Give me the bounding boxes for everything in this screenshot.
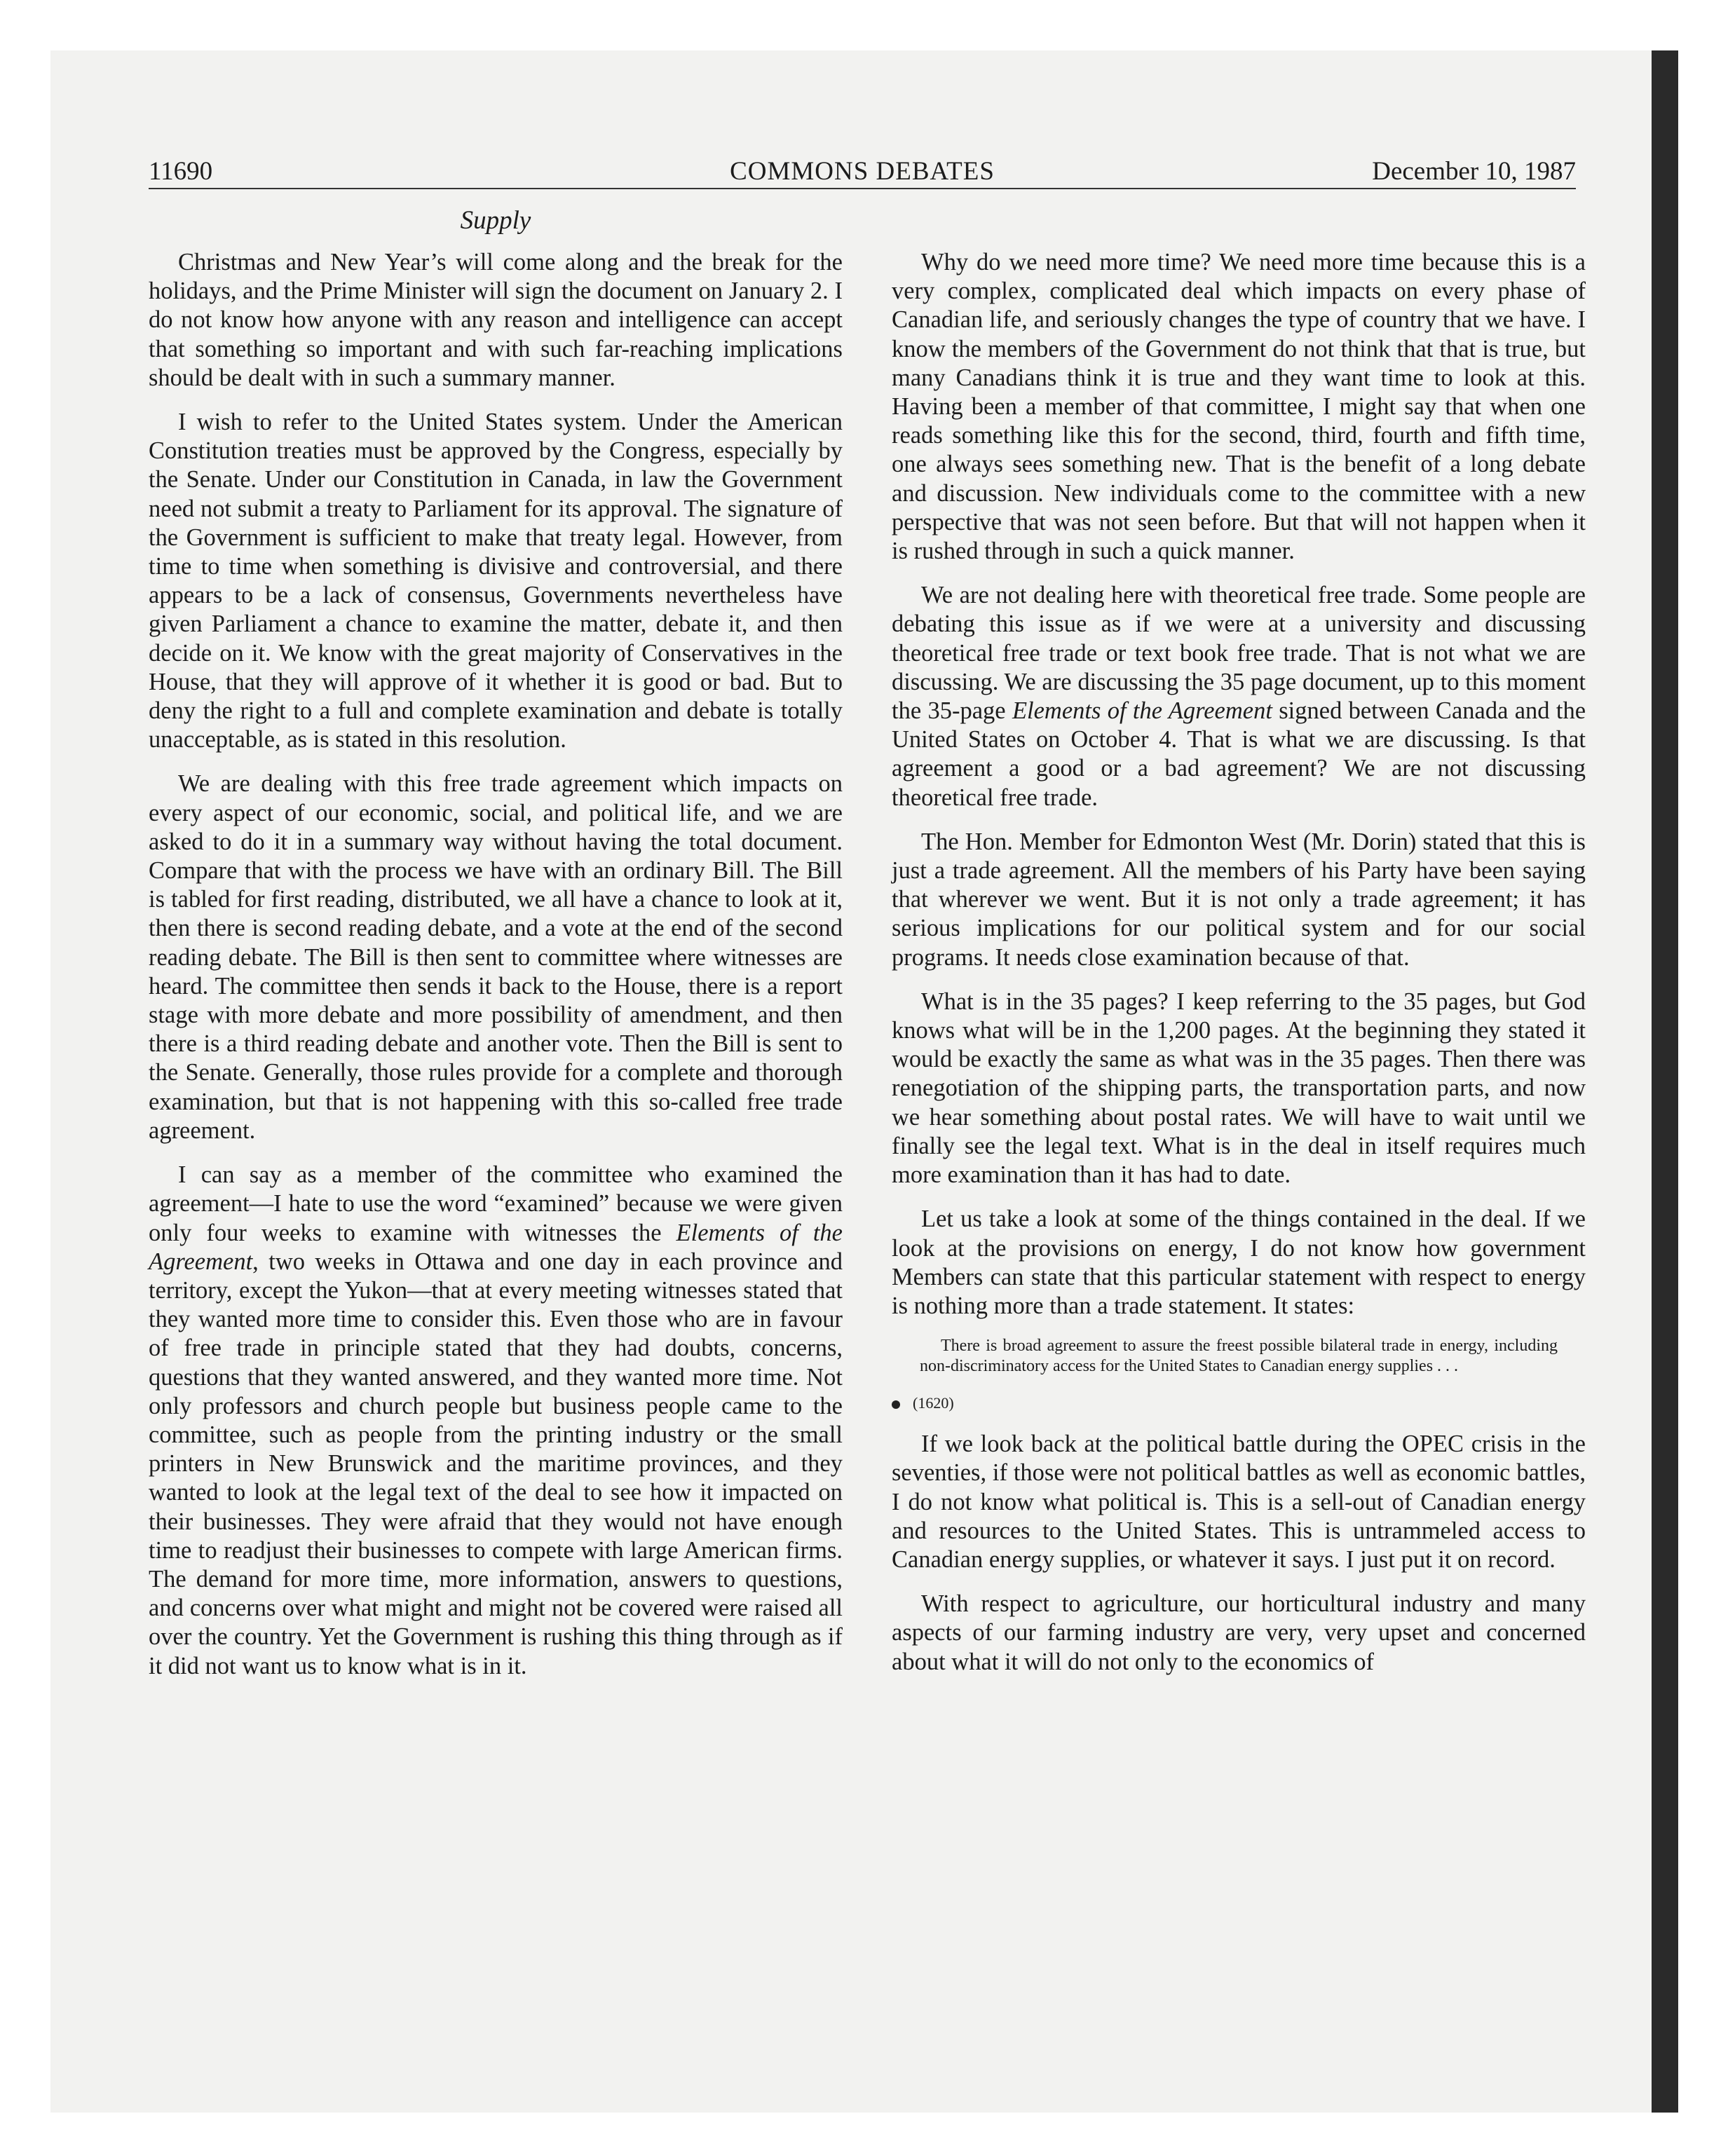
page-header (149, 154, 1576, 189)
time-marker (892, 1389, 1586, 1417)
paragraph: What is in the 35 pages? I keep referring to the 35 pages, but God knows what will be in the 1,200 pages. At the beginning they stated it would be exactly the same as what was in the 35 pages. Then there was renegotiation of the shipping parts, the transportation parts, and now we hear something about postal rates. We will have to wait until we finally see the legal text. What is in the deal in itself requires much more examination than it has had to date. (892, 988, 1586, 1189)
paragraph: We are dealing with this free trade agreement which impacts on every aspect of our economic, social, and political life, and we are asked to do it in a summary way without having the total document. Compare that with the process we have with an ordinary Bill. The Bill is tabled for first reading, distributed, we all have a chance to look at it, then there is second reading debate, and a vote at the end of the second reading debate. The Bill is then sent to committee where witnesses are heard. The committee then sends it back to the House, there is a report stage with more debate and more possibility of amendment, and then there is a third reading debate and another vote. Then the Bill is sent to the Senate. Generally, those rules provide for a complete and thorough examination, but that is not happening with this so-called free trade agreement. (149, 770, 843, 1144)
paragraph (892, 581, 1586, 812)
page-number: 11690 (149, 157, 213, 186)
paragraph: If we look back at the political battle during the OPEC crisis in the seventies, if those were not political battles as well as economic battles, I do not know what political is. This is a sell-out of Canadian energy and resources to the United States. This is untrammeled access to Canadian energy supplies, or whatever it says. I just put it on record. (892, 1431, 1586, 1573)
time-marker-text: (1620) (913, 1394, 954, 1412)
paragraph: With respect to agriculture, our horticultural industry and many aspects of our farming industry are very, very upset and concerned about what it will do not only to the economics of (892, 1590, 1586, 1675)
paragraph-text: We are not dealing here with theoretical free trade. Some people are debating this issue as if we were at a university and discussing theoretical free trade or text book free trade. That is not what we are discussing. We are discussing the 35 page document, up to this moment the 35-page (892, 582, 1586, 725)
left-column (149, 248, 843, 1696)
paragraph: I wish to refer to the United States system. Under the American Constitution treaties must be approved by the Congress, especially by the Senate. Under our Constitution in Canada, in law the Government need not submit a treaty to Parliament for its approval. The signature of the Government is sufficient to make that treaty legal. However, from time to time when something is divisive and controversial, and there appears to be a lack of consensus, Governments nevertheless have given Parliament a chance to examine the matter, debate it, and then decide on it. We know with the great majority of Conservatives in the House, that they will approve of it whether it is good or bad. But to deny the right to a full and complete examination and debate is totally unacceptable, as is stated in this resolution. (149, 409, 843, 753)
paragraph: The Hon. Member for Edmonton West (Mr. Dorin) stated that this is just a trade agreement. All the members of his Party have been saying that wherever we went. But it is not only a trade agreement; it has serious implications for our political system and for our social programs. It needs close examination because of that. (892, 828, 1586, 971)
header-rule (149, 188, 1576, 189)
paragraph: Christmas and New Year’s will come along and the break for the holidays, and the Prime Minister will sign the document on January 2. I do not know how anyone with any reason and intelligence can accept that something so important and with such far-reaching implications should be dealt with in such a summary manner. (149, 249, 843, 391)
block-quote: There is broad agreement to assure the freest possible bilateral trade in energy, including non-discriminatory access for the United States to Canadian energy supplies . . . (920, 1337, 1558, 1376)
paragraph-text: I can say as a member of the committee who examined the agreement—I hate to use the word “examined” because we were given only four weeks to examine with witnesses the (149, 1161, 843, 1246)
paragraph-text: signed between Canada and the United States on October 4. That is what we are discussing. Is that agreement a good or a bad agreement? We are not discussing theoretical free trade. (892, 697, 1586, 811)
publication-title: COMMONS DEBATES (730, 157, 995, 186)
bullet-dot-icon (892, 1400, 900, 1409)
publication-date: December 10, 1987 (1372, 157, 1576, 186)
paragraph: Why do we need more time? We need more time because this is a very complex, complicated deal which impacts on every phase of Canadian life, and seriously changes the type of country that we have. I know the members of the Government do not think that that is true, but many Canadians think it is true and they want time to look at this. Having been a member of that committee, I might say that when one reads something like this for the second, third, fourth and fifth time, one always sees something new. That is the benefit of a long debate and discussion. New individuals come to the committee with a new perspective that was not seen before. But that will not happen when it is rushed through in such a quick manner. (892, 249, 1586, 565)
scan-edge-shadow (1652, 50, 1678, 2113)
document-title-italic: Elements of the Agreement (149, 1219, 843, 1275)
document-title-italic: Elements of the Agreement (1012, 697, 1272, 725)
paragraph: Let us take a look at some of the things contained in the deal. If we look at the provisions on energy, I do not know how government Members can state that this particular statement with respect to energy is nothing more than a trade statement. It states: (892, 1206, 1586, 1319)
section-heading: Supply (460, 206, 531, 235)
right-column (892, 248, 1586, 1692)
paragraph (149, 1161, 843, 1681)
paragraph-text: , two weeks in Ottawa and one day in each province and territory, except the Yukon—that at every meeting witnesses stated that they wanted more time to consider this. Even those who are in favour of free trade in principle stated that they had doubts, concerns, questions that they wanted answered, and they wanted more time. Not only professors and church people but business people came to the committee, such as people from the printing industry or the small printers in New Brunswick and the maritime provinces, and they wanted to look at the legal text of the deal to see how it impacted on their businesses. They were afraid that they would not have enough time to readjust their businesses to compete with large American firms. The demand for more time, more information, answers to questions, and concerns over what might and might not be covered were raised all over the country. Yet the Government is rushing this thing through as if it did not want us to know what is in it. (149, 1248, 843, 1679)
